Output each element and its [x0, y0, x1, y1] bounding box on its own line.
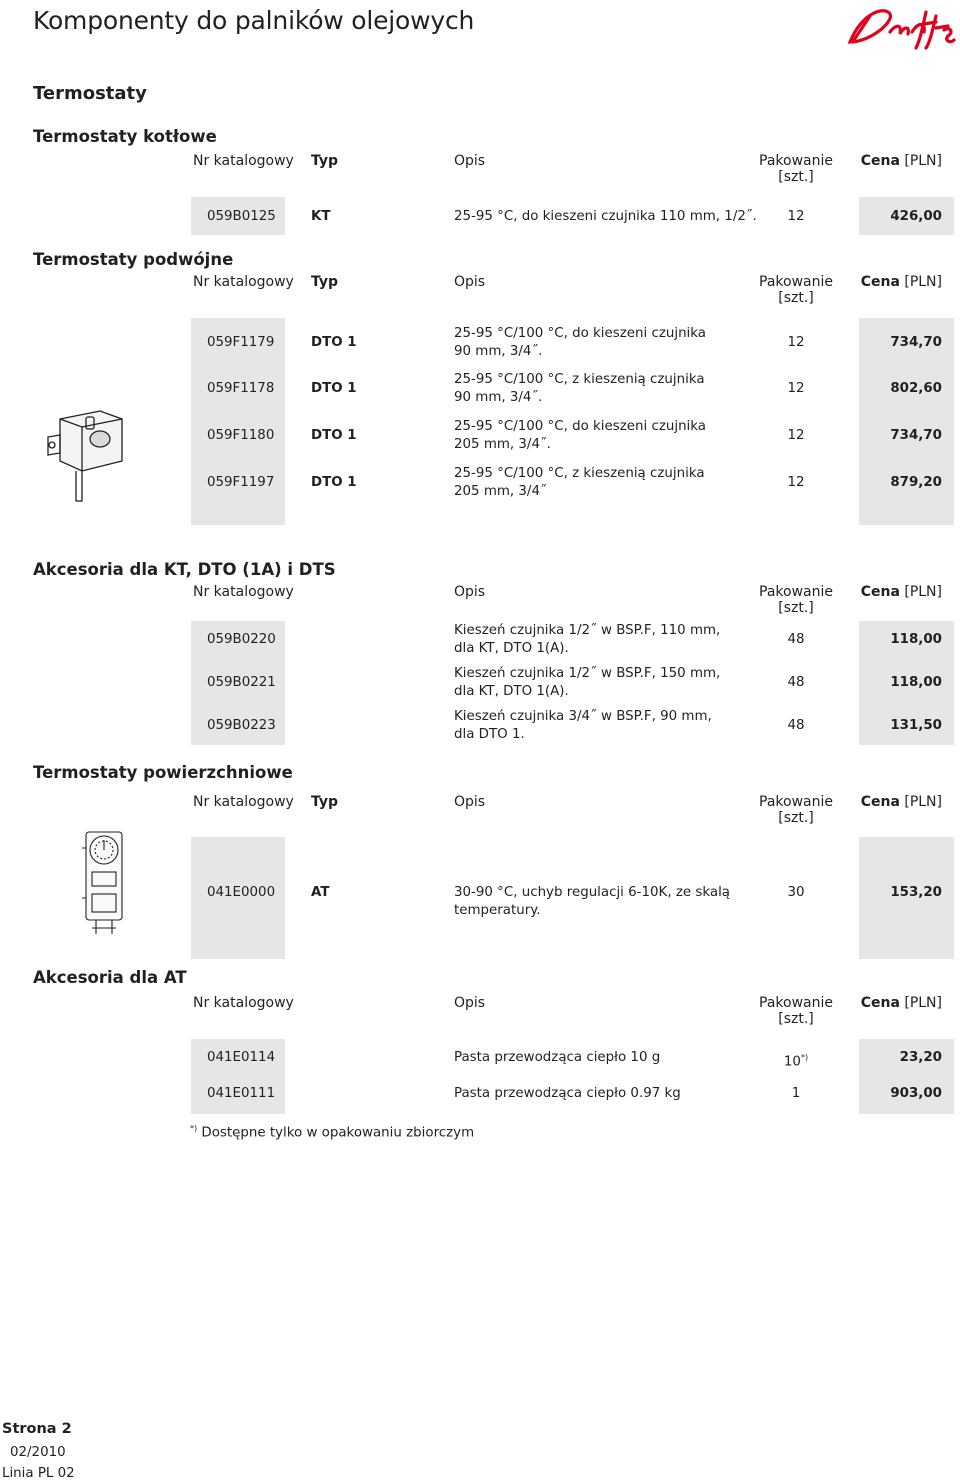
section-title-podwojne: Termostaty podwójne	[33, 250, 234, 269]
table-row-nr: 059B0221	[207, 675, 276, 690]
footer-line: Linia PL 02	[2, 1466, 75, 1481]
section-title-kotlowe: Termostaty kotłowe	[33, 127, 217, 146]
opis-line-2: 90 mm, 3/4˝.	[454, 343, 543, 359]
table-row-pak: 30	[787, 885, 805, 900]
table-row-cena: 903,00	[890, 1086, 942, 1101]
table-row-pak: 12	[787, 381, 805, 396]
opis-line-1: 25-95 °C/100 °C, z kieszenią czujnika	[454, 372, 705, 387]
table-row-typ: DTO 1	[311, 475, 357, 490]
column-header-pakowanie	[750, 153, 842, 185]
table-row-nr: 059B0223	[207, 718, 276, 733]
column-header-nr: Nr katalogowy	[193, 274, 294, 290]
table-row-opis	[454, 884, 730, 919]
table-row-typ: DTO 1	[311, 428, 357, 443]
table-row-nr: 041E0000	[207, 885, 276, 900]
opis-line-2: dla DTO 1.	[454, 726, 525, 742]
opis-line-2: dla KT, DTO 1(A).	[454, 683, 569, 699]
section-title-akcesoria-at: Akcesoria dla AT	[33, 968, 187, 987]
table-row-pak: 12	[787, 209, 805, 224]
table-row-cena: 802,60	[890, 381, 942, 396]
table-row-cena: 23,20	[899, 1050, 942, 1065]
pakowanie-unit: [szt.]	[778, 600, 814, 616]
pakowanie-label: Pakowanie	[759, 274, 833, 290]
table-row-opis	[454, 622, 720, 657]
table-row-nr: 059B0220	[207, 632, 276, 647]
table-row-pak	[750, 1049, 842, 1071]
pakowanie-label: Pakowanie	[759, 153, 833, 169]
pakowanie-unit: [szt.]	[778, 810, 814, 826]
section-title-termostaty: Termostaty	[33, 83, 147, 104]
cena-unit: [PLN]	[899, 794, 942, 810]
footer-date: 02/2010	[10, 1445, 66, 1460]
section-title-akcesoria-kt: Akcesoria dla KT, DTO (1A) i DTS	[33, 560, 336, 579]
page-number: Strona 2	[2, 1421, 72, 1437]
cena-unit: [PLN]	[899, 995, 942, 1011]
opis-line-1: Kieszeń czujnika 1/2˝ w BSP.F, 150 mm,	[454, 666, 721, 681]
pakowanie-unit: [szt.]	[778, 290, 814, 306]
column-header-cena	[842, 274, 942, 290]
pakowanie-label: Pakowanie	[759, 794, 833, 810]
opis-line-1: 25-95 °C/100 °C, z kieszenią czujnika	[454, 466, 705, 481]
footnote-marker: *)	[190, 1124, 198, 1133]
table-row-opis	[454, 665, 720, 700]
opis-line-1: 25-95 °C/100 °C, do kieszeni czujnika	[454, 326, 706, 341]
cena-unit: [PLN]	[899, 274, 942, 290]
opis-line-1: Kieszeń czujnika 3/4˝ w BSP.F, 90 mm,	[454, 709, 712, 724]
table-row-pak: 12	[787, 428, 805, 443]
column-header-cena	[842, 153, 942, 169]
pak-value: 10	[783, 1054, 801, 1070]
table-row-nr: 059F1178	[207, 381, 275, 396]
table-row-opis	[454, 371, 705, 406]
column-header-opis: Opis	[454, 274, 486, 290]
column-header-opis: Opis	[454, 584, 486, 600]
table-row-cena: 131,50	[890, 718, 942, 733]
table-row-nr: 041E0111	[207, 1086, 276, 1101]
cena-label: Cena	[860, 995, 900, 1011]
table-row-cena: 734,70	[890, 335, 942, 350]
table-row-cena: 734,70	[890, 428, 942, 443]
column-header-typ: Typ	[311, 274, 339, 290]
table-row-cena: 426,00	[890, 209, 942, 224]
table-row-opis	[454, 418, 706, 453]
footnote-text: Dostępne tylko w opakowaniu zbiorczym	[197, 1125, 475, 1141]
column-header-typ: Typ	[311, 153, 339, 169]
column-header-opis: Opis	[454, 153, 486, 169]
column-header-pakowanie	[750, 584, 842, 616]
column-header-typ: Typ	[311, 794, 339, 810]
cena-label: Cena	[860, 794, 900, 810]
column-header-cena	[842, 584, 942, 600]
column-header-nr: Nr katalogowy	[193, 584, 294, 600]
pakowanie-label: Pakowanie	[759, 995, 833, 1011]
column-header-pakowanie	[750, 995, 842, 1027]
opis-line-1: 25-95 °C/100 °C, do kieszeni czujnika	[454, 419, 706, 434]
column-header-cena	[842, 794, 942, 810]
cena-unit: [PLN]	[899, 584, 942, 600]
dto-thermostat-image	[42, 405, 128, 505]
cena-label: Cena	[860, 274, 900, 290]
table-row-nr: 059F1180	[207, 428, 275, 443]
table-row-opis: 25-95 °C, do kieszeni czujnika 110 mm, 1/2˝.	[454, 209, 757, 224]
cena-label: Cena	[860, 153, 900, 169]
column-header-nr: Nr katalogowy	[193, 794, 294, 810]
table-row-cena: 879,20	[890, 475, 942, 490]
opis-line-2: 90 mm, 3/4˝.	[454, 389, 543, 405]
table-row-typ: DTO 1	[311, 381, 357, 396]
pakowanie-label: Pakowanie	[759, 584, 833, 600]
table-row-opis	[454, 325, 706, 360]
table-row-opis: Pasta przewodząca ciepło 10 g	[454, 1050, 661, 1065]
opis-line-2: dla KT, DTO 1(A).	[454, 640, 569, 656]
column-header-nr: Nr katalogowy	[193, 995, 294, 1011]
table-row-pak: 12	[787, 475, 805, 490]
table-row-cena: 118,00	[890, 675, 942, 690]
table-row-opis	[454, 465, 705, 500]
page-title: Komponenty do palników olejowych	[33, 6, 475, 35]
column-header-pakowanie	[750, 274, 842, 306]
footnote	[190, 1120, 474, 1142]
opis-line-2: temperatury.	[454, 902, 541, 918]
table-row-cena: 118,00	[890, 632, 942, 647]
table-row-nr: 059F1179	[207, 335, 275, 350]
table-row-typ: AT	[311, 885, 330, 900]
cena-unit: [PLN]	[899, 153, 942, 169]
table-row-typ: DTO 1	[311, 335, 357, 350]
table-row-nr: 059F1197	[207, 475, 275, 490]
column-header-pakowanie	[750, 794, 842, 826]
column-header-cena	[842, 995, 942, 1011]
column-header-nr: Nr katalogowy	[193, 153, 294, 169]
table-row-pak: 12	[787, 335, 805, 350]
table-row-pak: 48	[787, 675, 805, 690]
danfoss-logo	[840, 2, 956, 52]
at-thermostat-image	[78, 828, 130, 938]
table-row-pak: 1	[791, 1086, 801, 1101]
opis-line-1: 30-90 °C, uchyb regulacji 6-10K, ze skalą	[454, 885, 730, 900]
table-row-opis	[454, 708, 712, 743]
section-title-powierzchniowe: Termostaty powierzchniowe	[33, 763, 293, 782]
opis-line-2: 205 mm, 3/4˝	[454, 483, 547, 499]
column-header-opis: Opis	[454, 794, 486, 810]
footnote-marker: *)	[800, 1053, 809, 1062]
cena-label: Cena	[860, 584, 900, 600]
table-row-nr: 041E0114	[207, 1050, 276, 1065]
table-row-nr: 059B0125	[207, 209, 276, 224]
table-row-typ: KT	[311, 209, 331, 224]
opis-line-1: Kieszeń czujnika 1/2˝ w BSP.F, 110 mm,	[454, 623, 721, 638]
table-row-opis: Pasta przewodząca ciepło 0.97 kg	[454, 1086, 681, 1101]
pakowanie-unit: [szt.]	[778, 1011, 814, 1027]
table-row-pak: 48	[787, 718, 805, 733]
opis-line-2: 205 mm, 3/4˝.	[454, 436, 551, 452]
pakowanie-unit: [szt.]	[778, 169, 814, 185]
column-header-opis: Opis	[454, 995, 486, 1011]
table-row-cena: 153,20	[890, 885, 942, 900]
table-row-pak: 48	[787, 632, 805, 647]
